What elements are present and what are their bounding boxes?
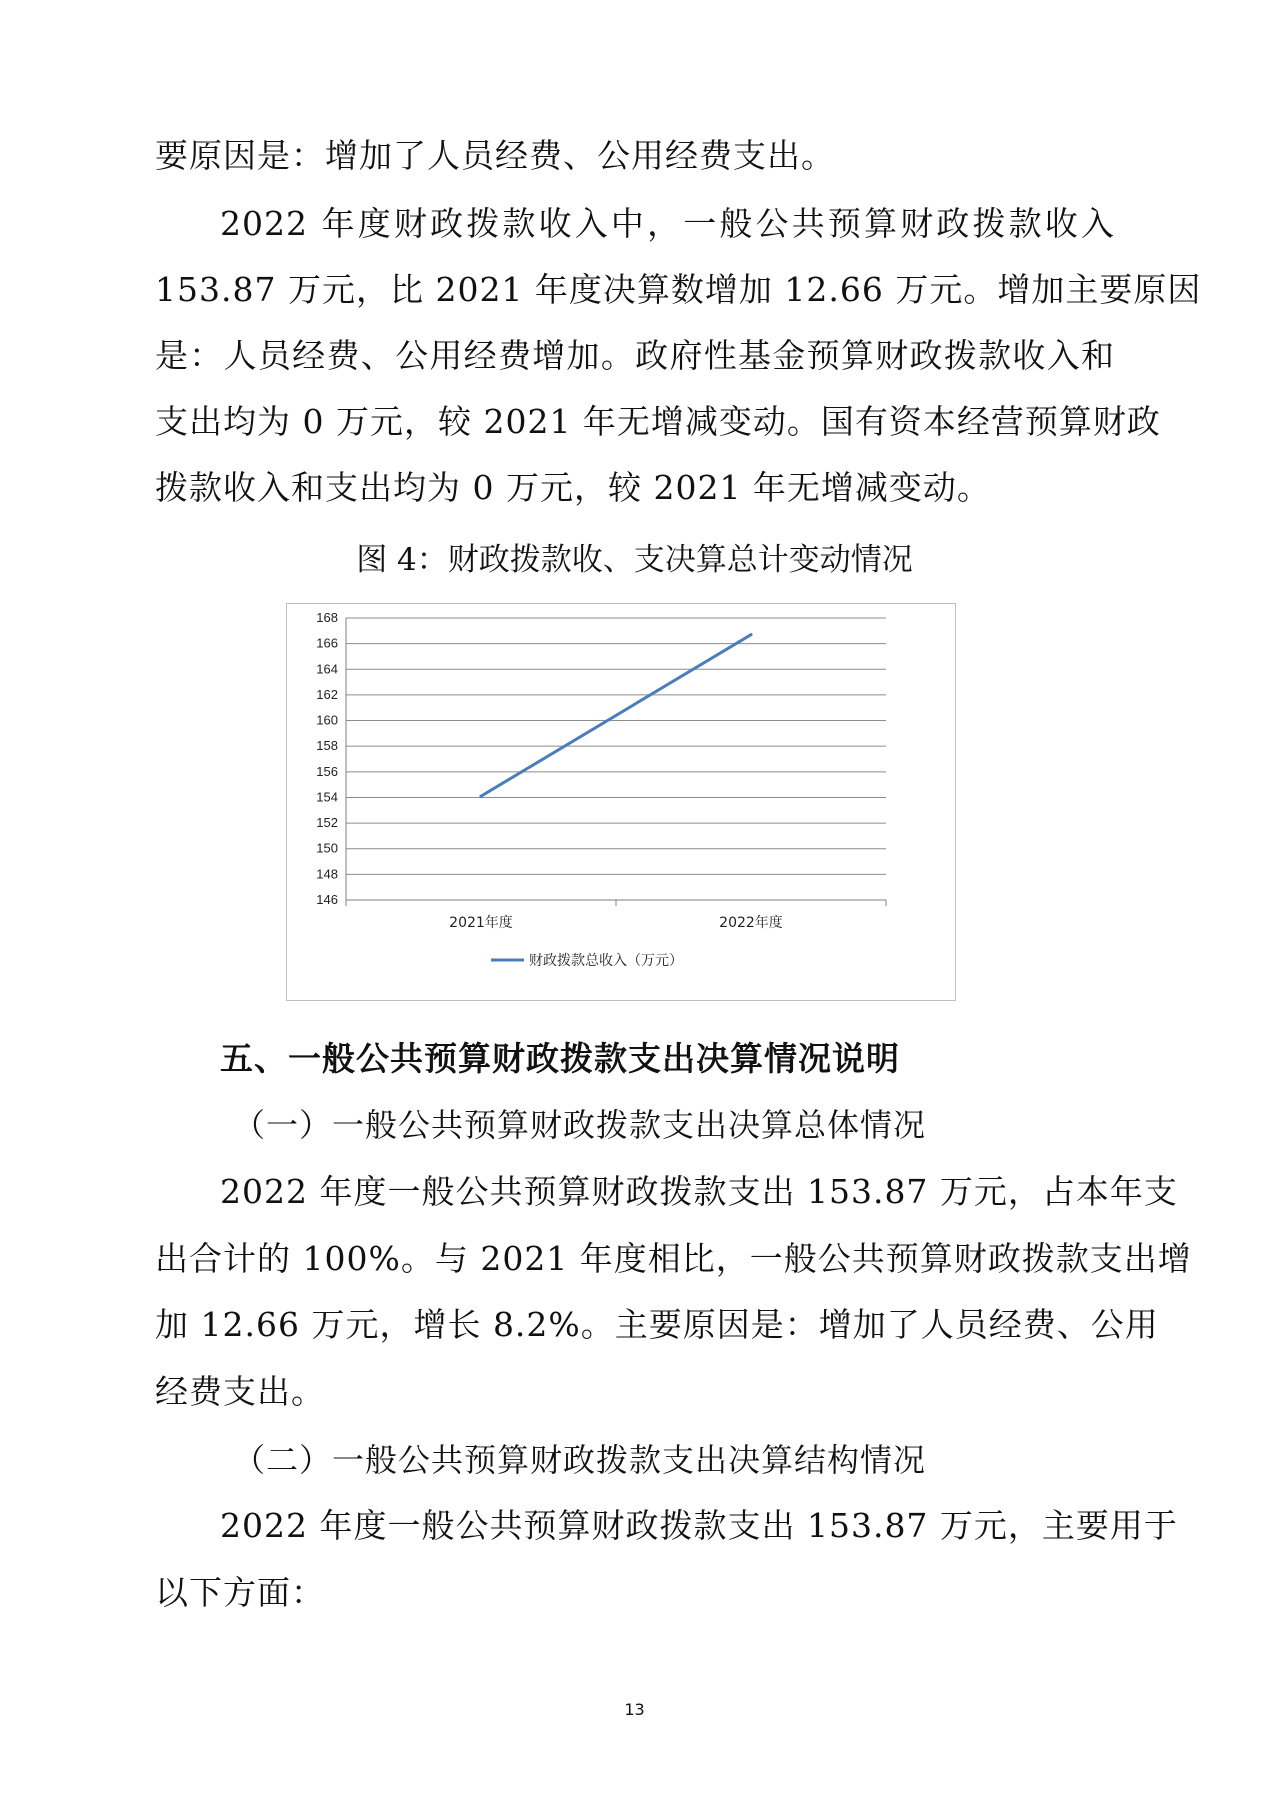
page-number: 13	[624, 1700, 645, 1719]
x-category-label: 2022年度	[719, 915, 783, 931]
y-tick-label: 154	[316, 789, 338, 805]
section-heading: 五、一般公共预算财政拨款支出决算情况说明	[220, 1039, 900, 1078]
y-tick-label: 158	[316, 738, 338, 754]
y-tick-label: 162	[316, 686, 338, 702]
y-tick-label: 164	[316, 661, 338, 677]
subsection-heading: （一）一般公共预算财政拨款支出决算总体情况	[233, 1106, 927, 1144]
chart-frame	[287, 604, 956, 1001]
chart-svg	[286, 603, 956, 1001]
paragraph-line: 以下方面：	[155, 1573, 325, 1612]
subsection-heading: （二）一般公共预算财政拨款支出决算结构情况	[233, 1441, 927, 1479]
paragraph-line: 支出均为 0 万元，较 2021 年无增减变动。国有资本经营预算财政	[155, 402, 1161, 441]
y-tick-label: 168	[316, 610, 338, 625]
paragraph-line: 拨款收入和支出均为 0 万元，较 2021 年无增减变动。	[155, 468, 991, 507]
y-tick-label: 166	[316, 635, 338, 651]
y-tick-label: 148	[316, 866, 338, 882]
y-tick-label: 146	[316, 892, 338, 907]
paragraph-line: 要原因是：增加了人员经费、公用经费支出。	[155, 136, 835, 175]
paragraph-line: 2022 年度财政拨款收入中，一般公共预算财政拨款收入	[220, 204, 1115, 243]
line-chart	[286, 603, 956, 1001]
data-point	[750, 633, 753, 636]
figure-caption: 图 4：财政拨款收、支决算总计变动情况	[356, 542, 913, 578]
y-tick-label: 160	[316, 712, 338, 728]
paragraph-line: 加 12.66 万元，增长 8.2%。主要原因是：增加了人员经费、公用	[155, 1305, 1159, 1344]
x-category-label: 2021年度	[449, 915, 513, 931]
paragraph-line: 是：人员经费、公用经费增加。政府性基金预算财政拨款收入和	[155, 336, 1115, 375]
paragraph-line: 出合计的 100%。与 2021 年度相比，一般公共预算财政拨款支出增	[155, 1239, 1192, 1278]
y-tick-label: 156	[316, 763, 338, 779]
paragraph-line: 2022 年度一般公共预算财政拨款支出 153.87 万元，占本年支	[220, 1172, 1178, 1211]
y-tick-label: 150	[316, 840, 338, 856]
legend-label: 财政拨款总收入（万元）	[529, 953, 683, 969]
y-tick-label: 152	[316, 815, 338, 831]
paragraph-line: 经费支出。	[155, 1372, 325, 1411]
paragraph-line: 2022 年度一般公共预算财政拨款支出 153.87 万元，主要用于	[220, 1506, 1178, 1545]
paragraph-line: 153.87 万元，比 2021 年度决算数增加 12.66 万元。增加主要原因	[155, 270, 1202, 309]
data-point	[480, 795, 483, 798]
